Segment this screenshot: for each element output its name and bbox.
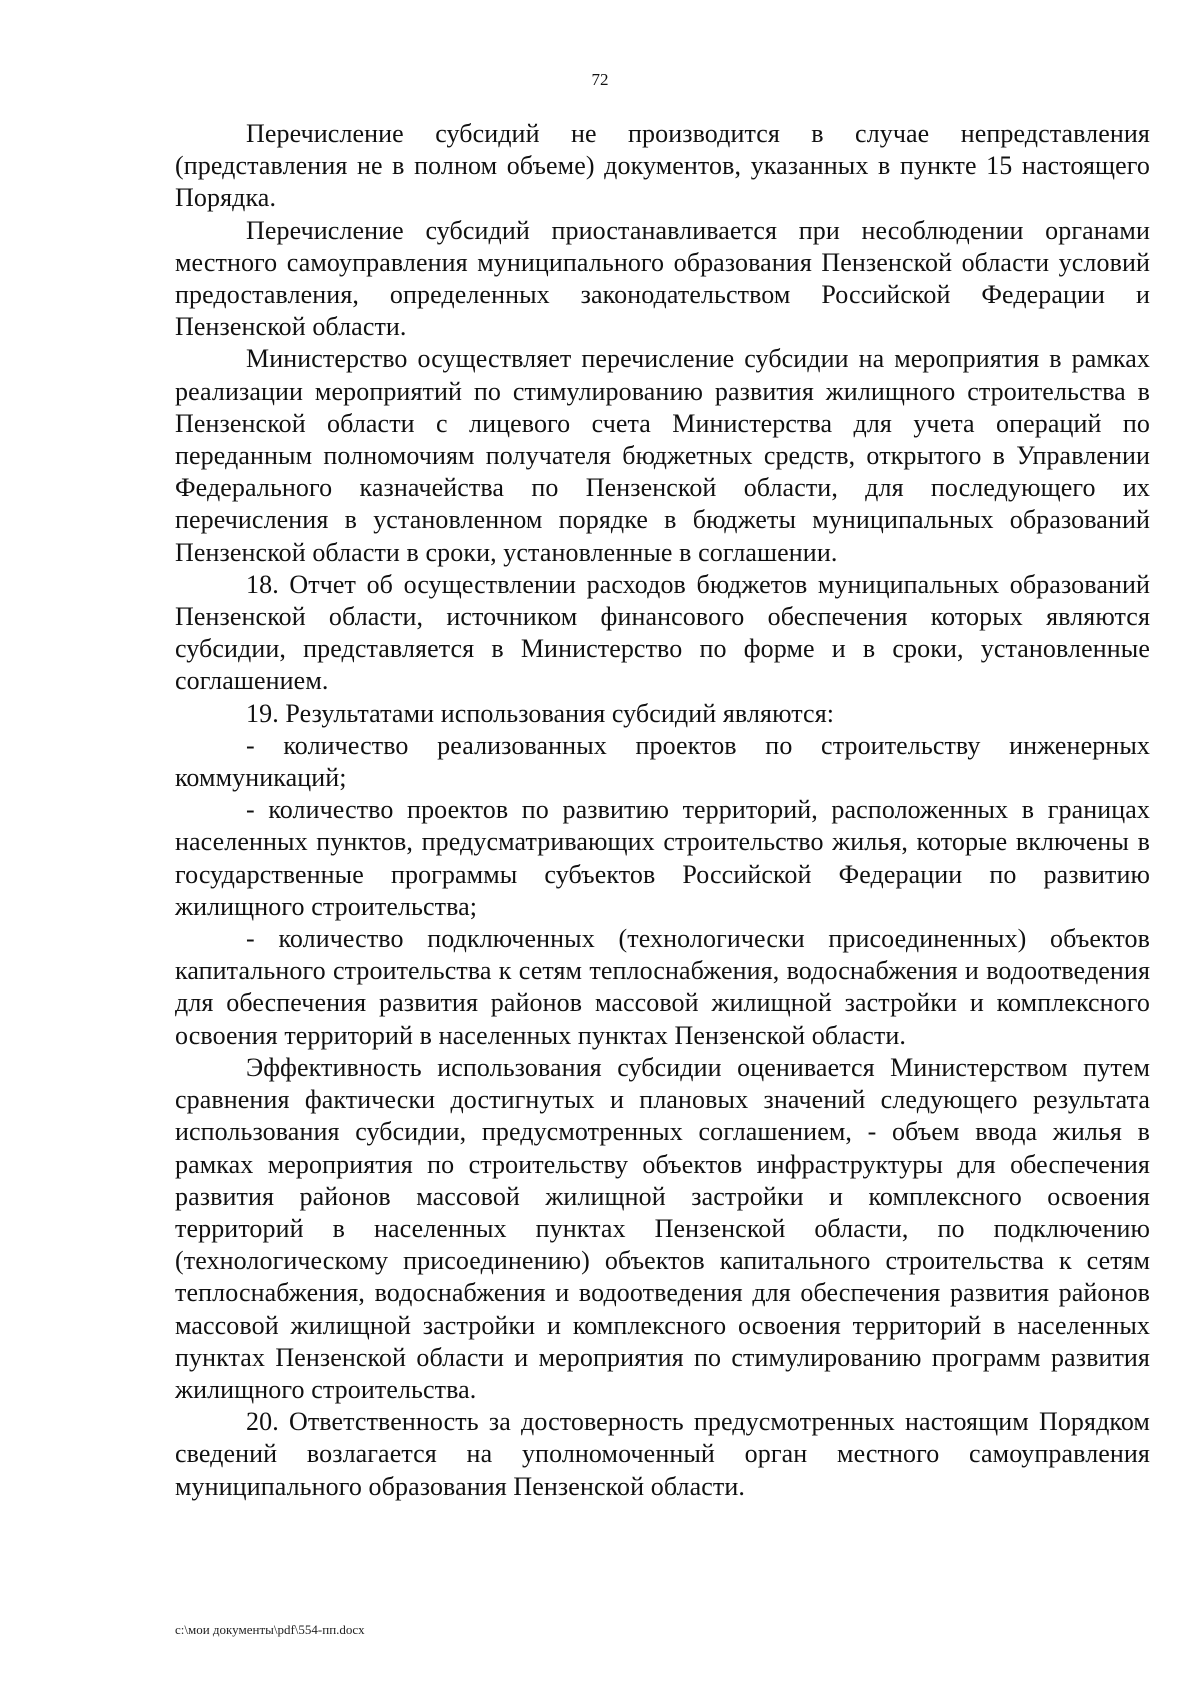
list-item-connected-objects: - количество подключенных (технологически присоединенных) объектов капитального строительства к сетям теплоснабжения, водоснабжения и водоотведения для обеспечения развития районов массовой жилищной застройки и комплексного освоения территорий в населенных пунктах Пензенской области.: [175, 924, 1150, 1050]
document-body: [175, 118, 1150, 1503]
paragraph-item-20: 20. Ответственность за достоверность предусмотренных настоящим Порядком сведений возлагается на уполномоченный орган местного самоуправления муниципального образования Пензенской области.: [175, 1407, 1150, 1501]
paragraph-item-18: 18. Отчет об осуществлении расходов бюджетов муниципальных образований Пензенской области, источником финансового обеспечения которых являются субсидии, представляется в Министерство по форме и в сроки, установленные соглашением.: [175, 569, 1150, 696]
paragraph-item-19: 19. Результатами использования субсидий являются:: [246, 698, 835, 728]
paragraph-transfer-not-made: Перечисление субсидий не производится в случае непредставления (представления не в полном объеме) документов, указанных в пункте 15 настоящего Порядка.: [175, 119, 1150, 213]
paragraph-transfer-suspended: Перечисление субсидий приостанавливается при несоблюдении органами местного самоуправления муниципального образования Пензенской области условий предоставления, определенных законодательством Российской Федерации и Пензенской области.: [175, 215, 1150, 342]
page-number: 72: [591, 70, 609, 89]
footer-file-path: c:\мои документы\pdf\554-пп.docx: [175, 1622, 365, 1637]
paragraph-ministry-transfer: Министерство осуществляет перечисление субсидии на мероприятия в рамках реализации мероприятий по стимулированию развития жилищного строительства в Пензенской области с лицевого счета Министерства для учета операций по переданным полномочиям получателя бюджетных средств, открытого в Управлении Федерального казначейства по Пензенской области, для последующего их перечисления в установленном порядке в бюджеты муниципальных образований Пензенской области в сроки, установленные в соглашении.: [175, 344, 1150, 567]
list-item-engineering-projects: - количество реализованных проектов по строительству инженерных коммуникаций;: [175, 730, 1150, 793]
paragraph-efficiency: Эффективность использования субсидии оценивается Министерством путем сравнения фактически достигнутых и плановых значений следующего результата использования субсидии, предусмотренных соглашением, - объем ввода жилья в рамках мероприятия по строительству объектов инфраструктуры для обеспечения развития районов массовой жилищной застройки и комплексного освоения территорий в населенных пунктах Пензенской области, по подключению (технологическому присоединению) объектов капитального строительства к сетям теплоснабжения, водоснабжения и водоотведения для обеспечения развития районов массовой жилищной застройки и комплексного освоения территорий в населенных пунктах Пензенской области и мероприятия по стимулированию программ развития жилищного строительства.: [175, 1052, 1150, 1404]
list-item-territory-projects: - количество проектов по развитию территорий, расположенных в границах населенных пунктов, предусматривающих строительство жилья, которые включены в государственные программы субъектов Российской Федерации по развитию жилищного строительства;: [175, 795, 1150, 921]
